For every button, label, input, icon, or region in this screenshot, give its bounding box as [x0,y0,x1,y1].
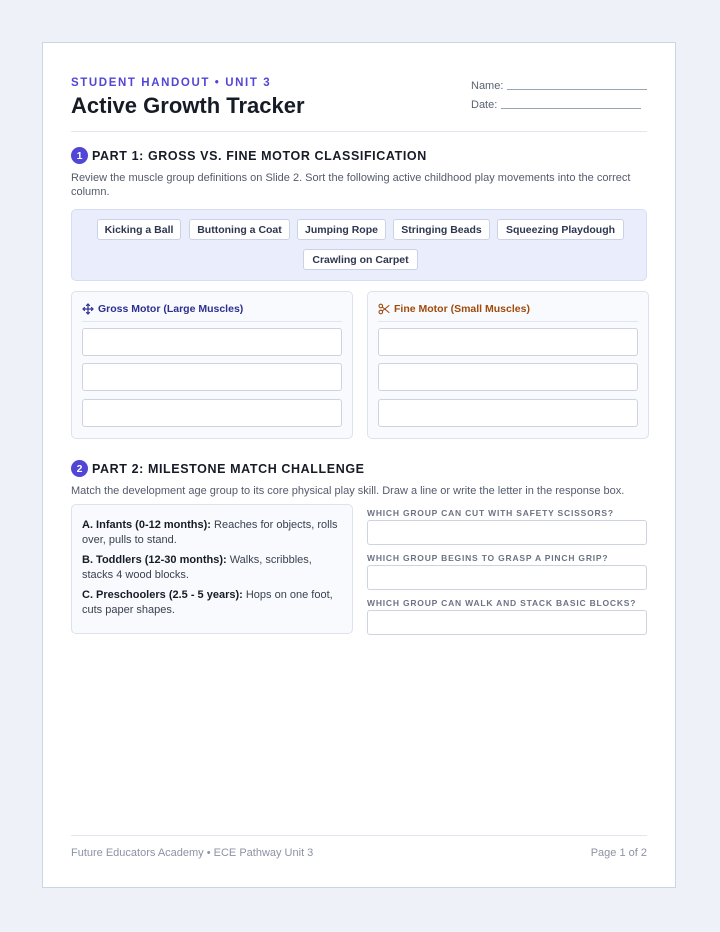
question-2-label: WHICH GROUP BEGINS TO GRASP A PINCH GRIP? [367,553,609,563]
fine-motor-heading [378,303,638,322]
age-group-a-text: Reaches for objects, rolls over, pulls to stand. [82,519,338,546]
part1-instructions: Review the muscle group definitions on Slide 2. Sort the following active childhood play movements into the correct column. [71,172,631,198]
fine-motor-column [367,291,649,439]
word-chip-jumping[interactable]: Jumping Rope [297,219,386,240]
part2-instructions: Match the development age group to its core physical play skill. Draw a line or write the letter in the response box. [71,485,625,497]
gross-motor-slot-2[interactable] [82,363,342,391]
move-arrows-icon [82,303,94,315]
age-group-c-text: Hops on one foot, cuts paper shapes. [82,589,333,616]
scissors-icon [378,303,390,315]
page-number: Page 1 of 2 [590,847,647,859]
part2-number-badge: 2 [71,460,88,477]
gross-motor-title: Gross Motor (Large Muscles) [98,303,244,315]
fine-motor-slot-1[interactable] [378,328,638,356]
date-line [501,108,641,109]
page-title: Active Growth Tracker [71,93,305,118]
handout-page [42,42,676,888]
part2-title: PART 2: MILESTONE MATCH CHALLENGE [92,461,365,476]
question-3-label: WHICH GROUP CAN WALK AND STACK BASIC BLOCKS? [367,598,637,608]
word-chip-buttoning[interactable]: Buttoning a Coat [189,219,290,240]
question-3-response[interactable] [367,610,647,635]
part2-heading [71,460,365,477]
name-line [507,89,647,90]
word-chip-stringing[interactable]: Stringing Beads [393,219,490,240]
part1-heading [71,147,427,164]
name-label: Name: [471,80,504,92]
gross-motor-heading [82,303,342,322]
age-group-b [82,553,340,582]
age-group-b-text: Walks, scribbles, stacks 4 wood blocks. [82,554,312,581]
fine-motor-title: Fine Motor (Small Muscles) [394,303,530,315]
handout-eyebrow: STUDENT HANDOUT • UNIT 3 [71,77,272,89]
age-group-a [82,518,340,547]
age-group-c-label: C. Preschoolers (2.5 - 5 years): [82,589,243,601]
footer-course: Future Educators Academy • ECE Pathway Unit 3 [71,847,314,859]
header-divider [71,131,647,132]
date-field[interactable] [471,99,647,111]
fine-motor-slot-2[interactable] [378,363,638,391]
gross-motor-slot-3[interactable] [82,399,342,427]
age-group-c [82,588,340,617]
footer-divider [71,835,647,836]
date-label: Date: [471,99,498,111]
word-chip-crawling[interactable]: Crawling on Carpet [303,249,418,270]
age-group-a-label: A. Infants (0-12 months): [82,519,211,531]
part1-number-badge: 1 [71,147,88,164]
age-group-b-label: B. Toddlers (12-30 months): [82,554,227,566]
word-bank [71,209,647,281]
gross-motor-slot-1[interactable] [82,328,342,356]
fine-motor-slot-3[interactable] [378,399,638,427]
question-2-response[interactable] [367,565,647,590]
question-1-response[interactable] [367,520,647,545]
name-field[interactable] [471,80,647,92]
gross-motor-column [71,291,353,439]
word-chip-squeezing[interactable]: Squeezing Playdough [497,219,624,240]
word-chip-kicking[interactable]: Kicking a Ball [97,219,181,240]
question-1-label: WHICH GROUP CAN CUT WITH SAFETY SCISSORS? [367,508,614,518]
age-group-reference [71,504,353,634]
part1-title: PART 1: GROSS VS. FINE MOTOR CLASSIFICATION [92,148,427,163]
